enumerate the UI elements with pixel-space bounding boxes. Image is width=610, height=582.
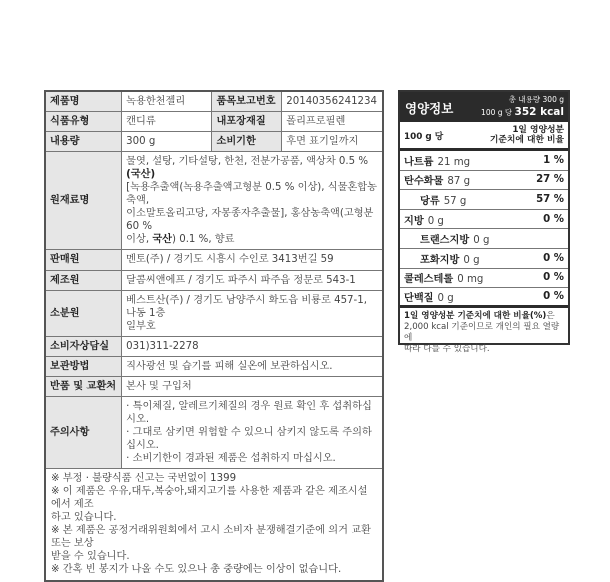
nutrient-name: 포화지방 xyxy=(420,254,460,266)
serving-per: 100 g 당 xyxy=(481,108,513,117)
nutrition-facts-panel xyxy=(398,90,570,354)
nutrient-amount: 0 g xyxy=(437,292,454,304)
product-info-table xyxy=(44,90,384,582)
distributor-line-2: 일부호 xyxy=(126,320,156,332)
value-ingredients xyxy=(122,152,383,250)
caution-line-3: · 소비기한이 경과된 제품은 섭취하지 마십시오. xyxy=(126,453,336,465)
nutrient-amount: 21 mg xyxy=(437,156,471,168)
value-expiry: 후면 표기일까지 xyxy=(282,132,383,152)
label-distributor: 소분원 xyxy=(45,290,122,336)
nutrient-row-sugars xyxy=(400,190,568,210)
nutrient-percent: 0 % xyxy=(543,213,564,225)
value-product-name: 녹용한천젤리 xyxy=(122,91,212,112)
nutrient-amount: 0 g xyxy=(473,235,490,247)
row-consumer xyxy=(45,336,383,356)
nutrient-name: 트랜스지방 xyxy=(420,235,470,247)
value-volume: 300 g xyxy=(122,132,212,152)
nutrient-row-protein xyxy=(400,288,568,308)
ingredients-origin: (국산) xyxy=(126,169,156,181)
value-distributor xyxy=(122,290,383,336)
footnote-line-3: 따라 다를 수 있습니다. xyxy=(404,343,490,354)
label-returns: 반품 및 교환처 xyxy=(45,376,122,396)
footnote-line-2: 2,000 kcal 기준이므로 개인의 필요 열량에 xyxy=(404,321,560,343)
row-name-report xyxy=(45,91,383,112)
nutrient-row-trans-fat xyxy=(400,229,568,249)
value-report-number: 20140356241234 xyxy=(282,91,383,112)
nutrient-name: 나트륨 xyxy=(404,156,434,168)
nutrient-row-fat xyxy=(400,210,568,230)
nutrient-row-sodium xyxy=(400,151,568,171)
row-caution xyxy=(45,396,383,468)
footnote-rest: 은 xyxy=(546,310,555,321)
distributor-line-1: 베스트산(주) / 경기도 남양주시 화도읍 비룡로 457-1, 나동 1층 xyxy=(126,294,367,319)
value-caution xyxy=(122,396,383,468)
label-product-name: 제품명 xyxy=(45,91,122,112)
nutrient-percent: 27 % xyxy=(536,174,564,186)
nutrient-name: 단백질 xyxy=(404,292,434,304)
label-storage: 보관방법 xyxy=(45,356,122,376)
nutrient-name: 지방 xyxy=(404,215,424,227)
nutrient-percent: 0 % xyxy=(543,290,564,302)
row-ingredients xyxy=(45,152,383,250)
label-report-number: 품목보고번호 xyxy=(212,91,282,112)
nutrition-footnote xyxy=(400,308,568,358)
label-volume: 내용량 xyxy=(45,132,122,152)
row-type-packaging xyxy=(45,112,383,132)
nutrient-amount: 0 g xyxy=(427,215,444,227)
note-line: ※ 부정 · 불량식품 신고는 국번없이 1399 xyxy=(51,473,237,485)
serving-total: 총 내용량 300 g xyxy=(508,95,564,104)
ingredients-line-3: 이소말토올리고당, 자몽종자추출물], 홍삼농축액(고형분 60 % xyxy=(126,208,374,233)
value-food-type: 캔디류 xyxy=(122,112,212,132)
nutrient-name: 당류 xyxy=(420,195,440,207)
caution-line-1: · 특이체질, 알레르기체질의 경우 원료 확인 후 섭취하십시오. xyxy=(126,400,372,425)
per-100g-label: 100 g 당 xyxy=(404,131,444,142)
ingredients-origin-2: 국산 xyxy=(152,234,172,246)
nutrient-row-cholesterol xyxy=(400,269,568,289)
footnote-bold: 1일 영양성분 기준치에 대한 비율(%) xyxy=(404,310,547,321)
note-line: 하고 있습니다. xyxy=(51,512,117,524)
label-caution: 주의사항 xyxy=(45,396,122,468)
nutrient-row-saturated-fat xyxy=(400,249,568,269)
calories: 352 kcal xyxy=(514,106,564,118)
serving-info xyxy=(481,94,564,119)
nutrition-header xyxy=(400,92,568,122)
nutrient-percent: 57 % xyxy=(536,193,564,205)
nutrient-percent: 0 % xyxy=(543,272,564,284)
label-maker: 제조원 xyxy=(45,270,122,290)
note-line: 받을 수 있습니다. xyxy=(51,551,130,563)
caution-line-2: · 그대로 삼키면 위험할 수 있으니 삼키지 않도록 주의하십시오. xyxy=(126,426,372,451)
note-line: ※ 간혹 빈 봉지가 나올 수도 있으나 총 중량에는 이상이 없습니다. xyxy=(51,564,342,576)
value-packaging: 폴리프로필렌 xyxy=(282,112,383,132)
nutrient-amount: 0 mg xyxy=(457,274,484,286)
nutrient-percent: 0 % xyxy=(543,252,564,264)
dv-header-line-2: 기준치에 대한 비율 xyxy=(489,135,564,145)
value-consumer-center: 031)311-2278 xyxy=(122,336,383,356)
label-packaging: 내포장재질 xyxy=(212,112,282,132)
row-seller xyxy=(45,250,383,270)
ingredients-line-1: 물엿, 설탕, 기타설탕, 한천, 전분가공품, 액상차 0.5 % xyxy=(126,156,369,168)
value-returns: 본사 및 구입처 xyxy=(122,376,383,396)
row-distributor xyxy=(45,290,383,336)
nutrient-amount: 87 g xyxy=(447,176,471,188)
value-storage: 직사광선 및 습기를 피해 실온에 보관하십시오. xyxy=(122,356,383,376)
row-returns xyxy=(45,376,383,396)
note-line: ※ 이 제품은 우유,대두,복숭아,돼지고기를 사용한 제품과 같은 제조시설에서 제조 xyxy=(51,486,368,511)
value-maker: 달콤씨앤에프 / 경기도 파주시 파주읍 정문로 543-1 xyxy=(122,270,383,290)
nutrient-name: 콜레스테롤 xyxy=(404,274,454,286)
row-volume-expiry xyxy=(45,132,383,152)
ingredients-line-2: [녹용추출액(녹용추출액고형분 0.5 % 이상), 식물혼합농축액, xyxy=(126,182,377,207)
nutrient-row-carbohydrate xyxy=(400,171,568,191)
ingredients-line-4a: 이상, xyxy=(126,234,150,246)
nutrition-title: 영양정보 xyxy=(405,101,454,116)
ingredients-line-4b: ) 0.1 %, 향료 xyxy=(172,234,235,246)
nutrient-amount: 57 g xyxy=(443,195,467,207)
nutrient-amount: 0 g xyxy=(463,254,480,266)
label-expiry: 소비기한 xyxy=(212,132,282,152)
nutrition-column-header xyxy=(400,122,568,151)
row-notes xyxy=(45,469,383,582)
label-food-type: 식품유형 xyxy=(45,112,122,132)
row-storage xyxy=(45,356,383,376)
nutrient-name: 탄수화물 xyxy=(404,176,444,188)
value-seller: 멘토(주) / 경기도 시흥시 수인로 3413번길 59 xyxy=(122,250,383,270)
note-line: ※ 본 제품은 공정거래위원회에서 고시 소비자 분쟁해결기준에 의거 교환 또는 보상 xyxy=(51,525,371,550)
row-maker xyxy=(45,270,383,290)
label-seller: 판매원 xyxy=(45,250,122,270)
nutrient-percent: 1 % xyxy=(543,154,564,166)
label-ingredients: 원재료명 xyxy=(45,152,122,250)
dv-header-line-1: 1일 영양성분 xyxy=(512,124,564,135)
label-consumer-center: 소비자상담실 xyxy=(45,336,122,356)
notes-block xyxy=(45,469,383,582)
